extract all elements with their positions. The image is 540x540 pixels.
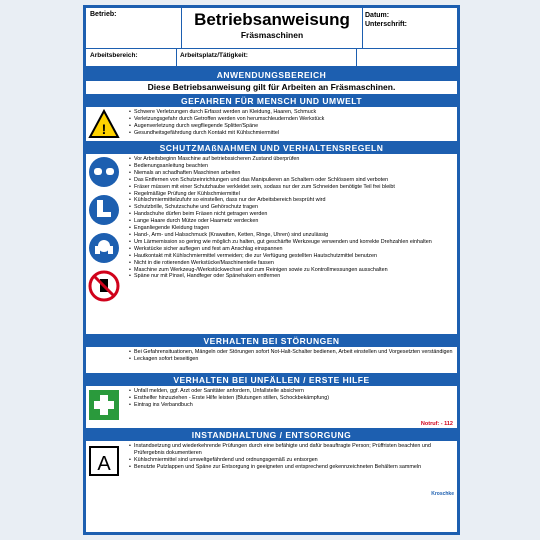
list-item: • Schutzbrille, Schutzschuhe und Gehörschutz tragen xyxy=(129,204,457,211)
instruction-sheet xyxy=(83,5,460,535)
emergency-number: Notruf: - 112 xyxy=(420,421,453,427)
brand-logo: Kroschke xyxy=(431,491,454,497)
list-item: • Niemals an schadhaften Maschinen arbeiten xyxy=(129,170,457,177)
date-signature xyxy=(365,11,407,29)
unfaelle-list xyxy=(86,386,457,411)
list-item: • Maschine zum Werkzeug-/Werkstückwechsel und zum Reinigen sowie zu Kontrollmessungen ausschalten xyxy=(129,267,457,274)
list-item: • Instandsetzung und wiederkehrende Prüfungen durch eine befähigte und dafür beauftragte Person; Prüffristen beachten und Prüfergebnis dokumentieren xyxy=(129,443,457,457)
list-item: • Regelmäßige Prüfung der Kühlschmiermittel xyxy=(129,191,457,198)
divider xyxy=(356,49,357,66)
svg-text:A: A xyxy=(97,453,111,475)
list-item: • Handschuhe dürfen beim Fräsen nicht getragen werden xyxy=(129,211,457,218)
letter-a-icon xyxy=(86,441,122,501)
arbeitsbereich-label: Arbeitsbereich: xyxy=(90,52,138,59)
unterschrift-label: Unterschrift: xyxy=(365,21,408,28)
section-schutz: SCHUTZMAßNAHMEN UND VERHALTENSREGELN xyxy=(86,142,457,154)
list-item: • Ersthelfer hinzuziehen - Erste Hilfe leisten (Blutungen stillen, Schockbekämpfung) xyxy=(129,395,457,402)
list-item: • Bedienungsanleitung beachten xyxy=(129,163,457,170)
list-item: • Eintrag ins Verbandbuch xyxy=(129,402,457,409)
goggles-icon xyxy=(89,157,119,187)
header xyxy=(86,8,457,49)
list-item: • Fräser müssen mit einer Schutzhaube verkleidet sein, sodass nur der zum Schneiden benötigte Teil frei bleibt xyxy=(129,184,457,191)
page-subtitle: Fräsmaschinen xyxy=(240,30,304,40)
instand-block xyxy=(86,441,457,501)
list-item: • Hautkontakt mit Kühlschmiermittel vermeiden; die zur Verfügung gestellten Hautschutzmittel benutzen xyxy=(129,253,457,260)
list-item: • Das Entfernen von Schutzeinrichtungen und das Manipulieren an Schaltern oder Schlössern sind verboten xyxy=(129,177,457,184)
gefahren-block xyxy=(86,107,457,142)
section-instand: INSTANDHALTUNG / ENTSORGUNG xyxy=(86,429,457,441)
list-item: • Vor Arbeitsbeginn Maschine auf betriebssicheren Zustand überprüfen xyxy=(129,156,457,163)
section-gefahren: GEFAHREN FÜR MENSCH UND UMWELT xyxy=(86,95,457,107)
anwendung-text: Diese Betriebsanweisung gilt für Arbeiten an Fräsmaschinen. xyxy=(86,81,457,95)
ppe-icons xyxy=(86,154,122,334)
section-unfaelle: VERHALTEN BEI UNFÄLLEN / ERSTE HILFE xyxy=(86,374,457,386)
list-item: • Verletzungsgefahr durch Getroffen werden von herumschleudernden Werkstück xyxy=(129,116,457,123)
title-box xyxy=(181,8,363,48)
svg-text:!: ! xyxy=(101,121,107,137)
boots-icon xyxy=(89,195,119,225)
list-item: • Hand-, Arm- und Halsschmuck (Krawatten, Ketten, Ringe, Uhren) sind unzulässig xyxy=(129,232,457,239)
list-item: • Späne nur mit Pinsel, Handfeger oder Spänehaken entfernen xyxy=(129,273,457,280)
section-stoerungen: VERHALTEN BEI STÖRUNGEN xyxy=(86,335,457,347)
schutz-list xyxy=(86,154,457,282)
list-item: • Unfall melden, ggf. Arzt oder Sanitäter anfordern, Unfallstelle absichern xyxy=(129,388,457,395)
list-item: • Schwere Verletzungen durch Erfasst werden an Kleidung, Haaren, Schmuck xyxy=(129,109,457,116)
sheet-inner xyxy=(86,8,457,532)
unfaelle-block xyxy=(86,386,457,429)
list-item: • Lange Haare durch Mütze oder Haarnetz verdecken xyxy=(129,218,457,225)
section-anwendung: ANWENDUNGSBEREICH xyxy=(86,69,457,81)
list-item: • Kühlschmiermittel sind umweltgefährdend und ordnungsgemäß zu entsorgen xyxy=(129,457,457,464)
gefahren-list xyxy=(86,107,457,139)
list-item: • Um Lärmemission so gering wie möglich zu halten, gut geschärfte Werkzeuge verwenden und korrekte Drehzahlen einhalten xyxy=(129,239,457,246)
stoerungen-list xyxy=(86,347,457,365)
list-item: • Benutzte Putzlappen und Späne zur Entsorgung in geeigneten und entsprechend gekennzeichneten Behältern sammeln xyxy=(129,464,457,471)
stoerungen-block xyxy=(86,347,457,374)
list-item: • Bei Gefahrensituationen, Mängeln oder Störungen sofort Not-Halt-Schalter bedienen, Arbeit einstellen und Vorgesetzten verständigen xyxy=(129,349,457,356)
first-aid-icon xyxy=(86,386,122,428)
warning-icon xyxy=(86,107,122,141)
list-item: • Augenverletzung durch wegfliegende Splitter/Späne xyxy=(129,123,457,130)
divider xyxy=(176,49,177,66)
list-item: • Gesundheitsgefährdung durch Kontakt mit Kühlschmiermittel xyxy=(129,130,457,137)
no-gloves-icon xyxy=(90,272,118,300)
list-item: • Leckagen sofort beseitigen xyxy=(129,356,457,363)
betrieb-label: Betrieb: xyxy=(90,11,117,18)
schutz-block xyxy=(86,154,457,335)
arbeitsplatz-label: Arbeitsplatz/Tätigkeit: xyxy=(180,52,248,59)
instand-list xyxy=(86,441,457,473)
list-item: • Enganliegende Kleidung tragen xyxy=(129,225,457,232)
list-item: • Werkstücke sicher auflegen und fest am Anschlag einspannen xyxy=(129,246,457,253)
datum-label: Datum: xyxy=(365,12,390,19)
list-item: • Nicht in die rotierenden Werkstücke/Maschinenteile fassen xyxy=(129,260,457,267)
ear-protection-icon xyxy=(89,233,119,263)
list-item: • Kühlschmiermittelzufuhr so einstellen, dass nur der Arbeitsbereich besprüht wird xyxy=(129,197,457,204)
page-title: Betriebsanweisung xyxy=(194,10,350,29)
work-area-row xyxy=(86,49,457,69)
